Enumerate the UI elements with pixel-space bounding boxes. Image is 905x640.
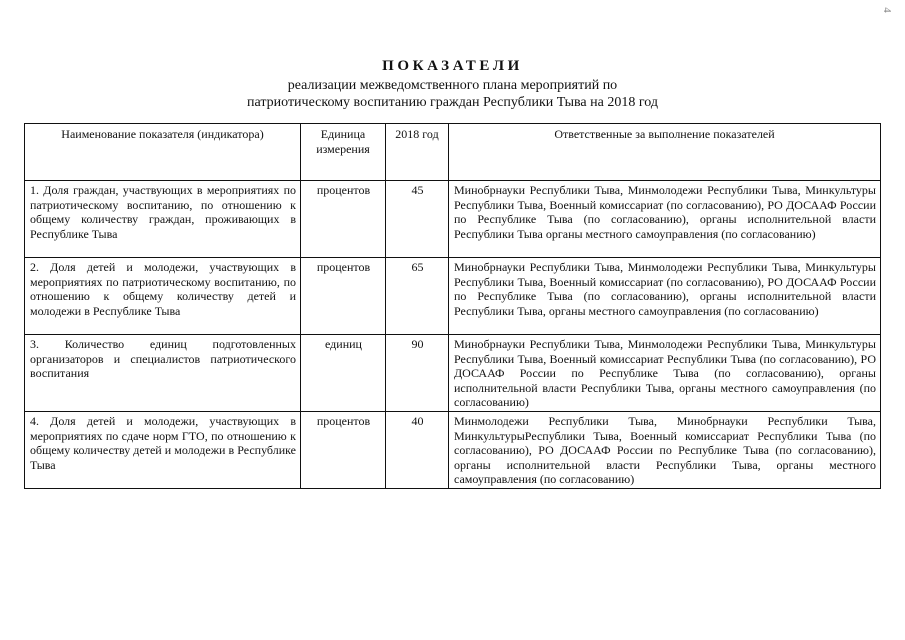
table-row — [25, 412, 881, 489]
responsible-cell: Минобрнауки Республики Тыва, Минмолодежи Республики Тыва, Минкультуры Республики Тыва, Военный комиссариат (по согласованию), РО ДОСААФ России по Республике Тыва (по согласованию), органы исполнительной власти Республики Тыва органы местного самоуправления (по согласованию) — [449, 181, 881, 258]
responsible-cell: Минмолодежи Республики Тыва, Минобрнауки Республики Тыва, МинкультурыРеспублики Тыва, Военный комиссариат Республики Тыва (по согласованию), РО ДОСААФ России по Республике Тыва (по согласованию), органы исполнительной власти Республики Тыва, органы местного самоуправления (по согласованию) — [449, 412, 881, 489]
document-title: ПОКАЗАТЕЛИ — [382, 58, 523, 74]
unit-cell: единиц — [301, 335, 386, 412]
table-row — [25, 258, 881, 335]
document-subtitle-line2: патриотическому воспитанию граждан Республики Тыва на 2018 год — [247, 95, 658, 110]
unit-cell: процентов — [301, 181, 386, 258]
value-cell: 90 — [386, 335, 449, 412]
responsible-cell: Минобрнауки Республики Тыва, Минмолодежи Республики Тыва, Минкультуры Республики Тыва, Военный комиссариат Республики Тыва (по согласованию), РО ДОСААФ России по Республике Тыва (по согласованию), органы исполнительной власти Республики Тыва, органы местного самоуправления (по согласованию) — [449, 335, 881, 412]
indicator-name-cell: 4. Доля детей и молодежи, участвующих в мероприятиях по сдаче норм ГТО, по отношению к общему количеству детей и молодежи в Республике Тыва — [25, 412, 301, 489]
responsible-cell: Минобрнауки Республики Тыва, Минмолодежи Республики Тыва, Минкультуры Республики Тыва, Военный комиссариат (по согласованию), РО ДОСААФ России по Республике Тыва (по согласованию), органы исполнительной власти Республики Тыва, органы местного самоуправления (по согласованию) — [449, 258, 881, 335]
value-cell: 40 — [386, 412, 449, 489]
page-corner-mark: 4 — [880, 7, 893, 13]
indicator-name-cell: 2. Доля детей и молодежи, участвующих в мероприятиях по патриотическому воспитанию, по отношению к общему количеству детей и молодежи в Республике Тыва — [25, 258, 301, 335]
indicators-table — [24, 123, 881, 489]
indicator-name-cell: 3. Количество единиц подготовленных организаторов и специалистов патриотического воспитания — [25, 335, 301, 412]
table-row — [25, 181, 881, 258]
unit-cell: процентов — [301, 412, 386, 489]
indicator-name-cell: 1. Доля граждан, участвующих в мероприятиях по патриотическому воспитанию, по отношению к общему количеству граждан, проживающих в Республике Тыва — [25, 181, 301, 258]
header-responsible: Ответственные за выполнение показателей — [449, 124, 881, 181]
header-unit: Единица измерения — [301, 124, 386, 181]
document-subtitle-line1: реализации межведомственного плана мероприятий по — [287, 78, 618, 93]
table-header-row — [25, 124, 881, 181]
header-indicator-name: Наименование показателя (индикатора) — [25, 124, 301, 181]
value-cell: 45 — [386, 181, 449, 258]
value-cell: 65 — [386, 258, 449, 335]
header-year: 2018 год — [386, 124, 449, 181]
unit-cell: процентов — [301, 258, 386, 335]
table-row — [25, 335, 881, 412]
